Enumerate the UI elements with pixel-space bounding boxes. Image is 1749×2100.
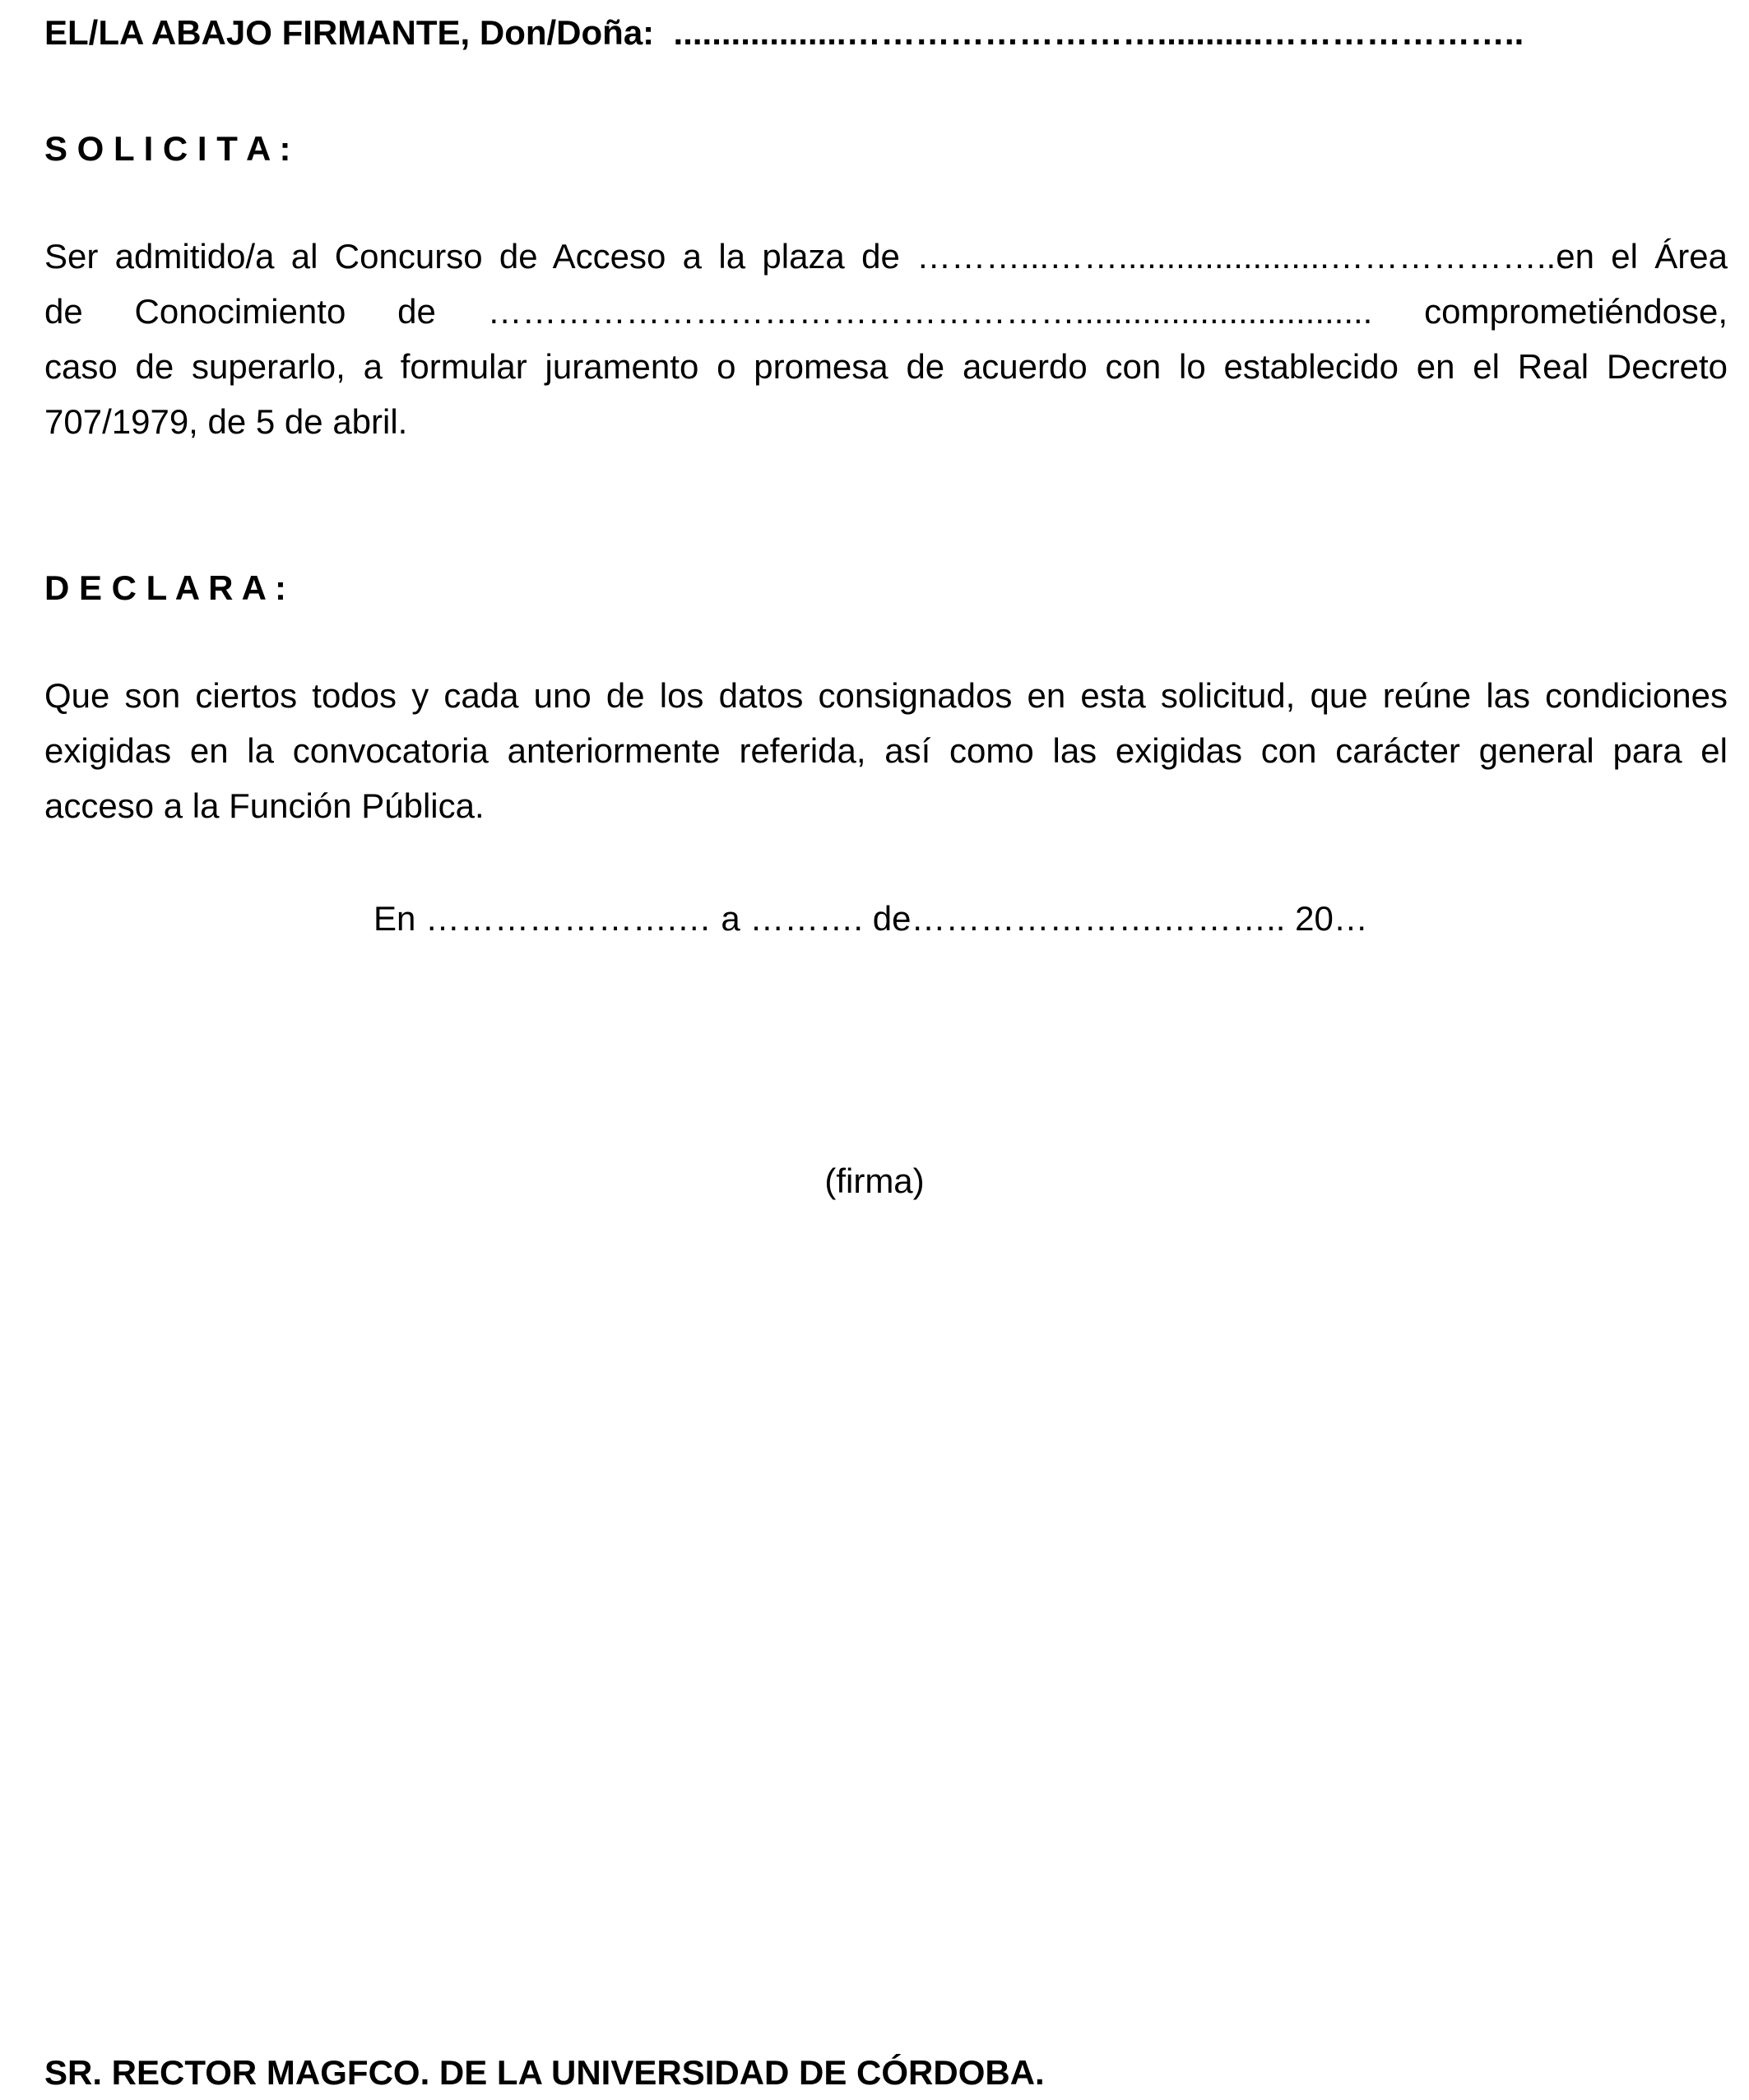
addressee-line: SR. RECTOR MAGFCO. DE LA UNIVERSIDAD DE CÓRDOBA. — [44, 2053, 1045, 2092]
solicita-line-1: Ser admitido/a al Concurso de Acceso a la plaza de ………...……......................………………..en el Área — [44, 237, 1728, 276]
solicita-heading: S O L I C I T A : — [44, 129, 291, 168]
applicant-name-blank: ..................………………………...........………………….. — [673, 13, 1524, 52]
solicita-line-4: 707/1979, de 5 de abril. — [44, 402, 408, 441]
applicant-line — [44, 5, 1728, 60]
applicant-label: EL/LA ABAJO FIRMANTE, Don/Doña: — [44, 13, 655, 52]
solicita-line-2: de Conocimiento de ……………………………………………............................... comprometiéndose, — [44, 292, 1728, 331]
signature-label: (firma) — [824, 1161, 925, 1200]
solicita-line-3: caso de superarlo, a formular juramento o promesa de acuerdo con lo establecido en el Real Decreto — [44, 347, 1728, 386]
declara-line-3: acceso a la Función Pública. — [44, 786, 485, 825]
declara-line-2: exigidas en la convocatoria anteriormente referida, así como las exigidas con carácter general para el — [44, 731, 1728, 770]
declara-line-1: Que son ciertos todos y cada uno de los datos consignados en esta solicitud, que reúne las condiciones — [44, 676, 1728, 715]
declara-heading: D E C L A R A : — [44, 568, 286, 607]
place-date-line: En ………………….… a ………. de………………….……….. 20… — [373, 899, 1368, 938]
